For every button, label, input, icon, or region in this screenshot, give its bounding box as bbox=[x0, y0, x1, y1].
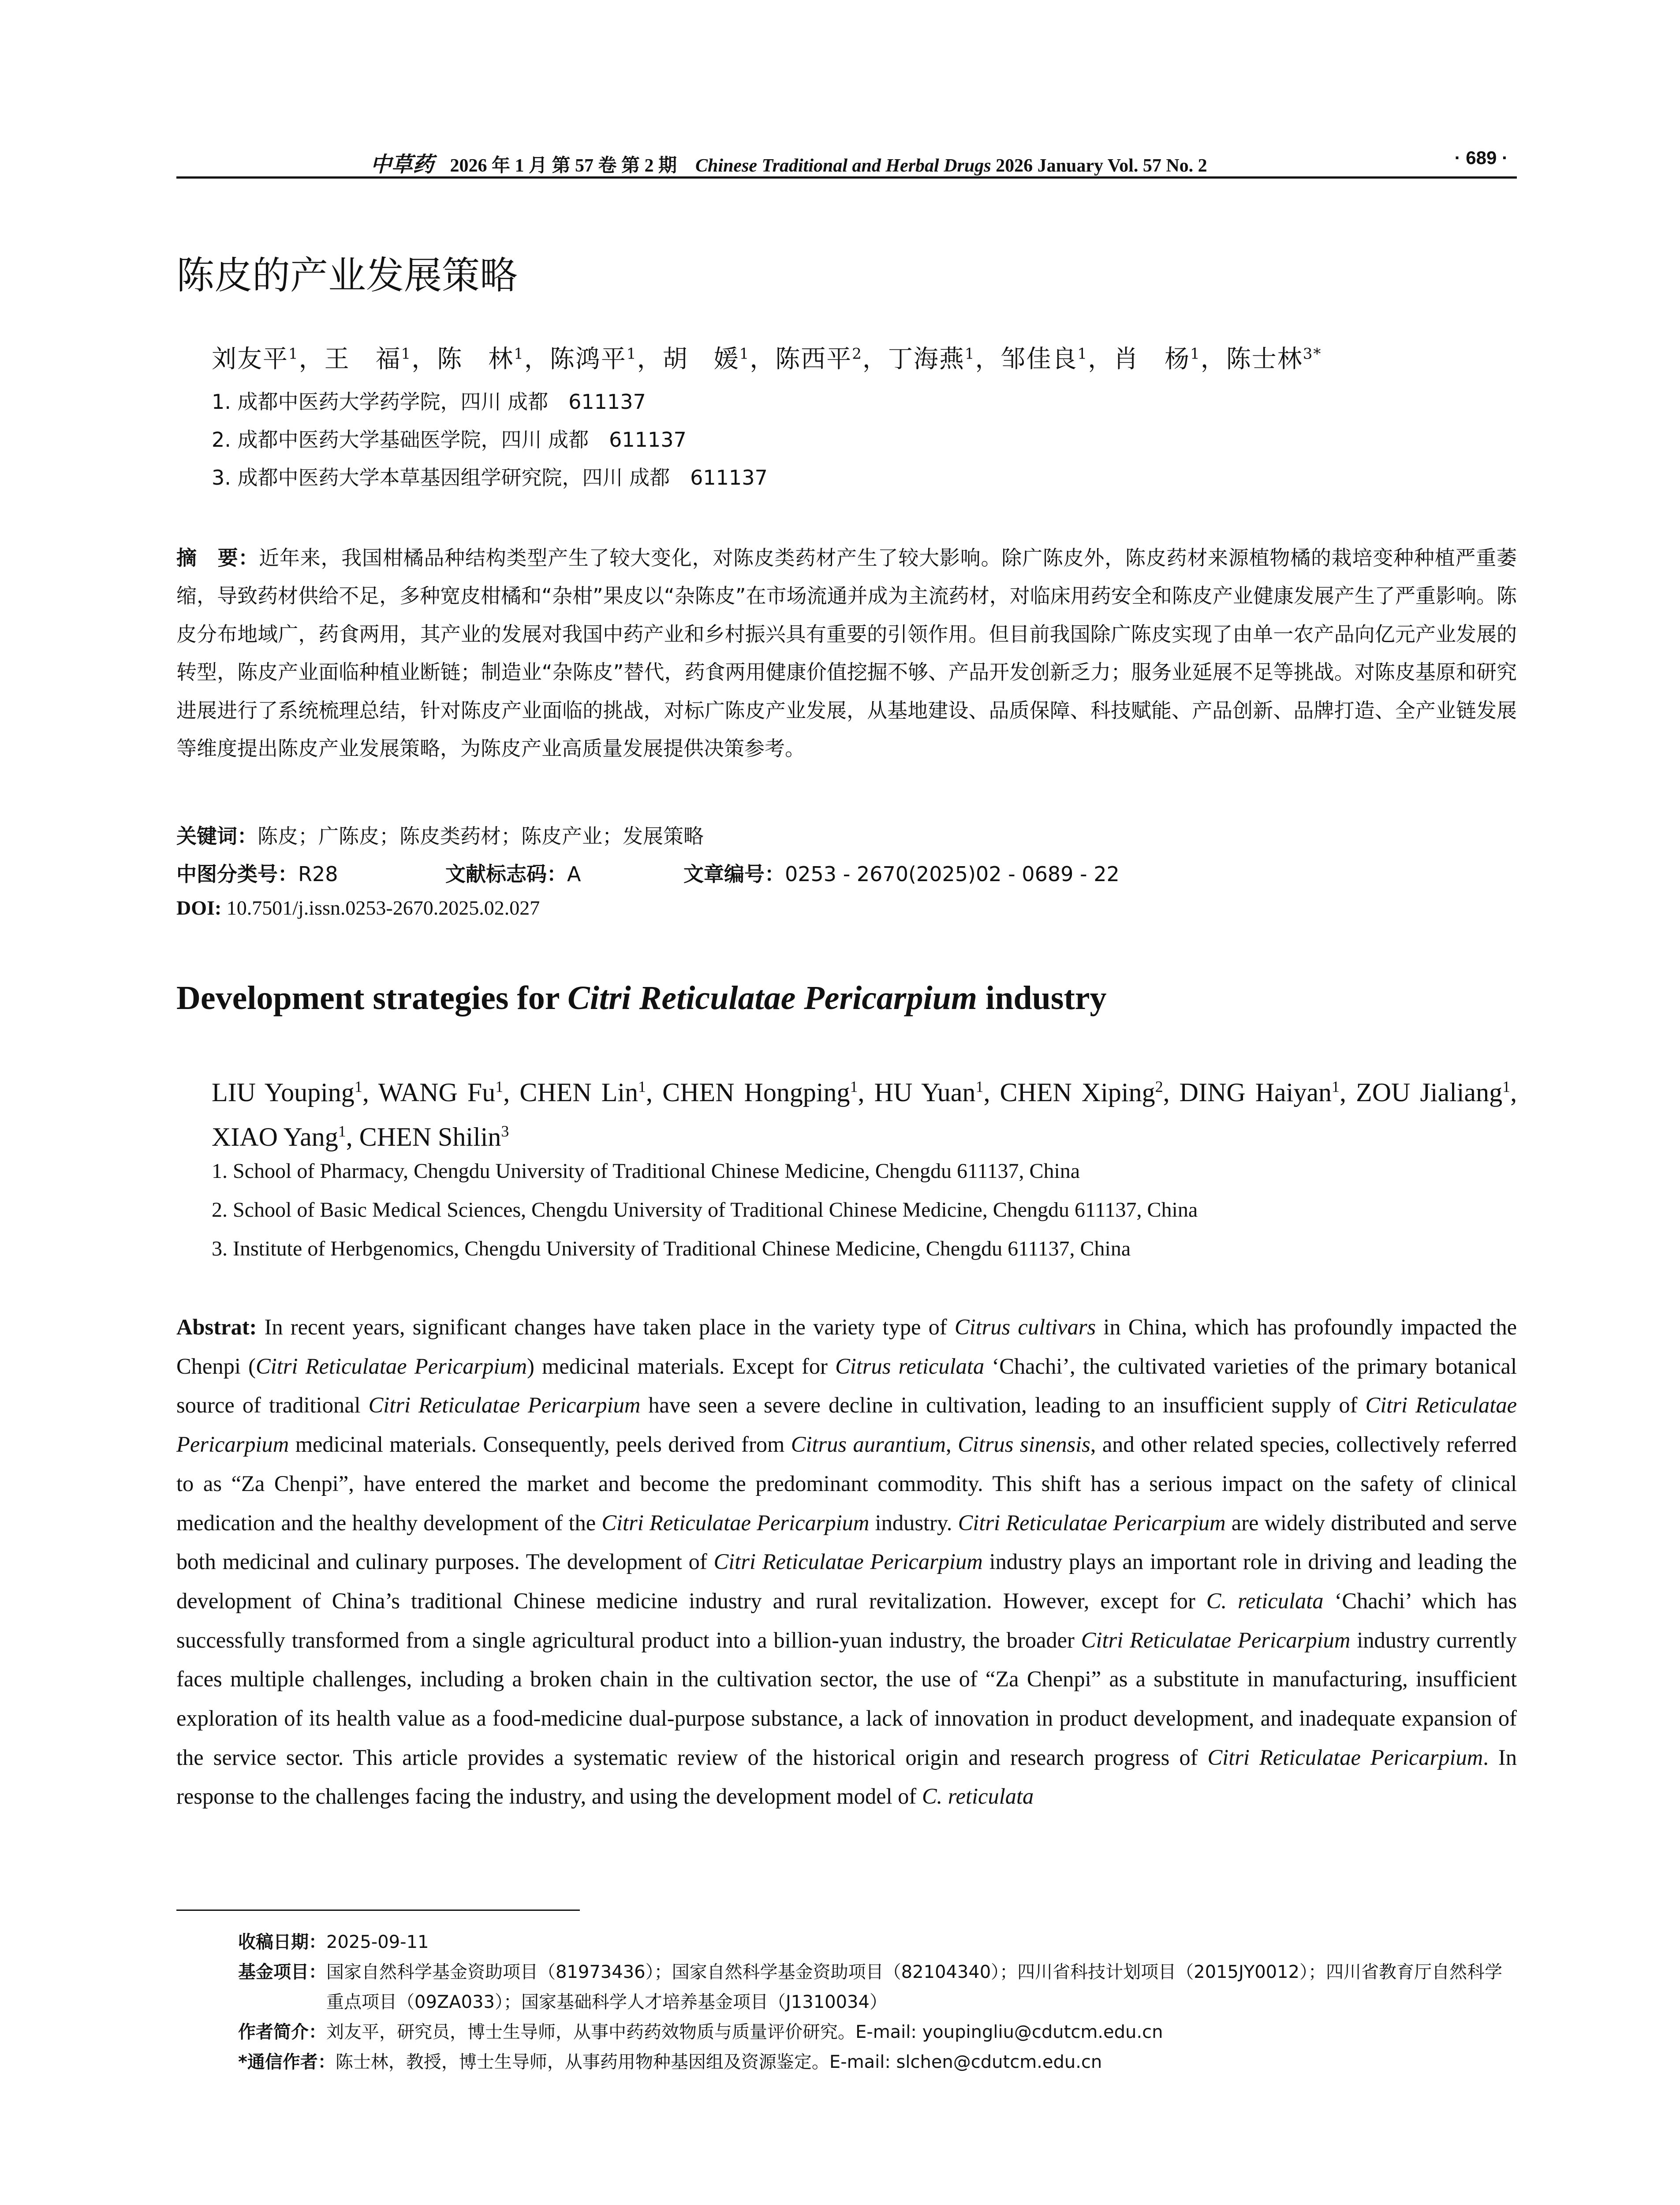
affiliation-superscript: 1 bbox=[401, 345, 412, 363]
affiliation-superscript: 1 bbox=[638, 1078, 646, 1095]
author-name: ZOU Jialiang bbox=[1356, 1078, 1503, 1107]
doi-link[interactable]: 10.7501/j.issn.0253-2670.2025.02.027 bbox=[226, 897, 540, 919]
affiliations-cn bbox=[212, 383, 768, 497]
footnote-label: 收稿日期： bbox=[238, 1932, 326, 1952]
affiliation-superscript: 1 bbox=[626, 345, 637, 363]
doi-line bbox=[176, 896, 540, 919]
affiliation-superscript: 3* bbox=[1303, 345, 1322, 363]
author-name: WANG Fu bbox=[378, 1078, 496, 1107]
author-en-7 bbox=[1180, 1078, 1340, 1107]
author-name: 王 福 bbox=[324, 345, 401, 374]
author-name: 刘友平 bbox=[212, 345, 288, 374]
abstract-text-run: ) medicinal materials. Except for bbox=[527, 1353, 836, 1379]
footnote-label: *通信作者： bbox=[238, 2052, 336, 2072]
author-en-4 bbox=[662, 1078, 858, 1107]
abstract-italic-term: Citri Reticulatae Pericarpium bbox=[176, 1393, 1517, 1457]
abstract-text-run: , and other related species, collectively referred to as “Za Chenpi”, have entered the market and become the predominant commodity. This shift has a serious impact on the safety of clinical medication and the healthy development of the bbox=[176, 1432, 1517, 1535]
abstract-text-run: are widely distributed and serve both medicinal and culinary purposes. The development of bbox=[176, 1510, 1517, 1574]
footnote-author-bio bbox=[238, 2017, 1517, 2047]
affiliation-superscript: 3 bbox=[501, 1122, 509, 1140]
author-name: HU Yuan bbox=[874, 1078, 976, 1107]
author-cn-9 bbox=[1113, 345, 1201, 374]
abstract-italic-term: Citrus reticulata bbox=[835, 1353, 985, 1379]
affiliation-cn-1: 1. 成都中医药大学药学院，四川 成都 611137 bbox=[212, 390, 646, 414]
keywords-label: 关键词： bbox=[176, 824, 258, 848]
affiliation-en-2: 2. School of Basic Medical Sciences, Chengdu University of Traditional Chinese Medicine, Chengdu 611137, China bbox=[212, 1198, 1198, 1222]
doc-code-value: A bbox=[567, 862, 581, 886]
author-en-1 bbox=[212, 1078, 362, 1107]
affiliation-en-3: 3. Institute of Herbgenomics, Chengdu University of Traditional Chinese Medicine, Chengdu 611137, China bbox=[212, 1237, 1131, 1260]
affiliation-superscript: 2 bbox=[1155, 1078, 1163, 1095]
title-cn: 陈皮的产业发展策略 bbox=[176, 254, 518, 298]
author-cn-1 bbox=[212, 345, 299, 374]
title-en-italic: Citri Reticulatae Pericarpium bbox=[567, 979, 977, 1017]
abstract-italic-term: Citrus aurantium bbox=[791, 1432, 946, 1457]
footnote-received bbox=[238, 1927, 1517, 1957]
abstract-italic-term: Citri Reticulatae Pericarpium bbox=[368, 1393, 641, 1418]
journal-name-cn: 中草药 bbox=[370, 152, 434, 177]
abstract-text-run: in China, which has profoundly impacted the Chenpi ( bbox=[176, 1315, 1517, 1379]
abstract-italic-term: Citri Reticulatae Pericarpium bbox=[601, 1510, 870, 1535]
author-name: XIAO Yang bbox=[212, 1122, 338, 1151]
author-cn-8 bbox=[1001, 345, 1088, 374]
author-name: 陈士林 bbox=[1226, 345, 1303, 374]
abstract-text-run: . In response to the challenges facing the industry, and using the development model of bbox=[176, 1745, 1517, 1809]
classification-line bbox=[176, 858, 1120, 887]
header-journal-info bbox=[370, 147, 1207, 178]
footnote-text: 2025-09-11 bbox=[326, 1932, 429, 1952]
author-en-9 bbox=[212, 1122, 346, 1151]
abstract-italic-term: Citri Reticulatae Pericarpium bbox=[255, 1353, 527, 1379]
author-name: 邹佳良 bbox=[1001, 345, 1078, 374]
abstract-italic-term: Citri Reticulatae Pericarpium bbox=[1207, 1745, 1483, 1770]
abstract-text-run: , bbox=[945, 1432, 958, 1457]
abstract-italic-term: Citrus sinensis bbox=[958, 1432, 1090, 1457]
affiliation-superscript: 1 bbox=[964, 345, 975, 363]
author-name: CHEN Shilin bbox=[359, 1122, 501, 1151]
author-en-3 bbox=[519, 1078, 646, 1107]
affiliation-cn-2: 2. 成都中医药大学基础医学院，四川 成都 611137 bbox=[212, 428, 687, 452]
authors-cn: 刘友平$^1$，王 福$^1$，陈 林$^1$，陈鸿平$^1$，胡 媛$^1$，陈西平$^2$，丁海燕$^1$，邹佳良$^1$，肖 杨$^1$，陈士林$^{3*}$ bbox=[212, 345, 1322, 374]
clc-value: R28 bbox=[298, 862, 338, 886]
affiliation-superscript: 1 bbox=[338, 1122, 346, 1140]
author-cn-4 bbox=[550, 345, 637, 374]
affiliation-en-1: 1. School of Pharmacy, Chengdu University of Traditional Chinese Medicine, Chengdu 611137, China bbox=[212, 1159, 1080, 1183]
author-name: 陈西平 bbox=[775, 345, 852, 374]
title-en-pre: Development strategies for bbox=[176, 979, 568, 1017]
affiliation-cn-3: 3. 成都中医药大学本草基因组学研究院，四川 成都 611137 bbox=[212, 466, 768, 490]
abstract-italic-term: Citrus cultivars bbox=[954, 1315, 1096, 1339]
abstract-text-run: ‘Chachi’ which has successfully transformed from a single agricultural product into a billion-yuan industry, the broader bbox=[176, 1588, 1517, 1652]
author-en-2 bbox=[378, 1078, 503, 1107]
clc-label: 中图分类号： bbox=[176, 862, 298, 886]
affiliation-superscript: 2 bbox=[852, 345, 862, 363]
abstract-text-run: industry plays an important role in driving and leading the development of China’s traditional Chinese medicine industry and rural revitalization. However, except for bbox=[176, 1549, 1517, 1613]
abstract-italic-term: C. reticulata bbox=[1206, 1588, 1324, 1613]
author-en-5 bbox=[874, 1078, 984, 1107]
author-cn-3 bbox=[437, 345, 524, 374]
author-en-10 bbox=[359, 1122, 509, 1151]
footnote-text: 国家自然科学基金资助项目（81973436）；国家自然科学基金资助项目（82104340）；四川省科技计划项目（2015JY0012）；四川省教育厅自然科学重点项目（09ZA033）；国家基础科学人才培养基金项目（J1310034） bbox=[326, 1962, 1503, 2012]
abstract-text-run: medicinal materials. Consequently, peels derived from bbox=[289, 1432, 791, 1457]
page-number: · 689 · bbox=[1454, 147, 1508, 168]
abstract-cn-label: 摘 要： bbox=[176, 546, 259, 570]
article-number-value: 0253 - 2670(2025)02 - 0689 - 22 bbox=[785, 862, 1120, 886]
author-cn-7 bbox=[888, 345, 975, 374]
author-name: DING Haiyan bbox=[1179, 1078, 1332, 1107]
abstract-cn-text: 近年来，我国柑橘品种结构类型产生了较大变化，对陈皮类药材产生了较大影响。除广陈皮外，陈皮药材来源植物橘的栽培变种种植严重萎缩，导致药材供给不足，多种宽皮柑橘和“杂柑”果皮以“杂陈皮”在市场流通并成为主流药材，对临床用药安全和陈皮产业健康发展产生了严重影响。陈皮分布地域广，药食两用，其产业的发展对我国中药产业和乡村振兴具有重要的引领作用。但目前我国除广陈皮实现了由单一农产品向亿元产业发展的转型，陈皮产业面临种植业断链；制造业“杂陈皮”替代，药食两用健康价值挖掘不够、产品开发创新乏力；服务业延展不足等挑战。对陈皮基原和研究进展进行了系统梳理总结，针对陈皮产业面临的挑战，对标广陈皮产业发展，从基地建设、品质保障、科技赋能、产品创新、品牌打造、全产业链发展等维度提出陈皮产业发展策略，为陈皮产业高质量发展提供决策参考。 bbox=[176, 546, 1517, 761]
author-en-6 bbox=[1000, 1078, 1163, 1107]
author-cn-5 bbox=[663, 345, 750, 374]
title-en bbox=[176, 979, 1107, 1017]
author-name: 丁海燕 bbox=[888, 345, 965, 374]
doi-label: DOI: bbox=[176, 897, 222, 919]
article-number-label: 文章编号： bbox=[683, 862, 785, 886]
abstract-italic-term: C. reticulata bbox=[922, 1784, 1034, 1809]
abstract-text-run: industry. bbox=[869, 1510, 958, 1535]
author-name: 陈 林 bbox=[437, 345, 514, 374]
footnote-divider bbox=[176, 1910, 580, 1911]
abstract-italic-term: Citri Reticulatae Pericarpium bbox=[958, 1510, 1226, 1535]
author-name: 肖 杨 bbox=[1113, 345, 1191, 374]
doc-code-label: 文献标志码： bbox=[445, 862, 567, 886]
footnote-text: 刘友平，研究员，博士生导师，从事中药药效物质与质量评价研究。E-mail: youpingliu@cdutcm.edu.cn bbox=[326, 2022, 1163, 2042]
affiliation-superscript: 1 bbox=[1077, 345, 1088, 363]
abstract-cn bbox=[176, 539, 1517, 767]
abstract-italic-term: Citri Reticulatae Pericarpium bbox=[713, 1549, 983, 1574]
affiliation-superscript: 1 bbox=[975, 1078, 984, 1095]
issue-en: 2026 January Vol. 57 No. 2 bbox=[996, 156, 1207, 176]
author-name: 胡 媛 bbox=[662, 345, 739, 374]
issue-cn: 2026 年 1 月 第 57 卷 第 2 期 bbox=[450, 156, 677, 176]
author-cn-10 bbox=[1226, 345, 1322, 374]
abstract-text-run: In recent years, significant changes have taken place in the variety type of bbox=[257, 1315, 955, 1339]
footnotes bbox=[238, 1927, 1517, 2077]
keywords-cn bbox=[176, 820, 704, 849]
abstract-text-run: industry currently faces multiple challenges, including a broken chain in the cultivation sector, the use of “Za Chenpi” as a substitute in manufacturing, insufficient exploration of its health value as a food-medicine dual-purpose substance, a lack of innovation in product development, and inadequate expansion of the service sector. This article provides a systematic review of the historical origin and research progress of bbox=[176, 1627, 1517, 1770]
footnote-text: 陈士林，教授，博士生导师，从事药用物种基因组及资源鉴定。E-mail: slchen@cdutcm.edu.cn bbox=[335, 2052, 1102, 2072]
affiliation-superscript: 1 bbox=[288, 345, 299, 363]
abstract-en-label: Abstrat: bbox=[176, 1315, 257, 1339]
affiliations-en bbox=[212, 1152, 1198, 1268]
affiliation-superscript: 1 bbox=[1502, 1078, 1511, 1095]
author-name: LIU Youping bbox=[212, 1078, 355, 1107]
affiliation-superscript: 1 bbox=[1331, 1078, 1340, 1095]
affiliation-superscript: 1 bbox=[739, 345, 750, 363]
journal-name-en: Chinese Traditional and Herbal Drugs bbox=[695, 156, 991, 176]
clc-group bbox=[176, 858, 445, 887]
running-header bbox=[176, 145, 1517, 179]
abstract-en bbox=[176, 1308, 1517, 1816]
affiliation-superscript: 1 bbox=[514, 345, 524, 363]
article-number-group bbox=[683, 858, 1120, 887]
author-name: CHEN Lin bbox=[519, 1078, 638, 1107]
affiliation-superscript: 1 bbox=[354, 1078, 362, 1095]
affiliation-superscript: 1 bbox=[850, 1078, 858, 1095]
footnote-corresponding bbox=[238, 2047, 1517, 2077]
footnote-funding bbox=[238, 1957, 1517, 2017]
author-cn-2 bbox=[325, 345, 412, 374]
footnote-label: 作者简介： bbox=[238, 2022, 326, 2042]
title-en-post: industry bbox=[977, 979, 1107, 1017]
author-name: CHEN Xiping bbox=[1000, 1078, 1155, 1107]
abstract-en-text bbox=[176, 1315, 1517, 1809]
author-en-8 bbox=[1356, 1078, 1510, 1107]
author-name: 陈鸿平 bbox=[549, 345, 627, 374]
author-cn-6 bbox=[775, 345, 862, 374]
doc-code-group bbox=[445, 858, 683, 887]
abstract-italic-term: Citri Reticulatae Pericarpium bbox=[1081, 1627, 1351, 1652]
abstract-text-run: have seen a severe decline in cultivation, leading to an insufficient supply of bbox=[640, 1393, 1366, 1418]
abstract-text-run: ‘Chachi’, the cultivated varieties of the primary botanical source of traditional bbox=[176, 1353, 1517, 1418]
footnote-label: 基金项目： bbox=[238, 1962, 326, 1982]
authors-en: LIU Youping$^1$, WANG Fu$^1$, CHEN Lin$^1$, CHEN Hongping$^1$, HU Yuan$^1$, CHEN Xiping$^2$, DING Haiyan$^1$, ZOU Jialiang$^1$, XIAO Yang$^1$, CHEN Shilin$^3$ bbox=[212, 1078, 1517, 1151]
keywords-text: 陈皮；广陈皮；陈皮类药材；陈皮产业；发展策略 bbox=[258, 824, 704, 848]
affiliation-superscript: 1 bbox=[1190, 345, 1201, 363]
affiliation-superscript: 1 bbox=[495, 1078, 504, 1095]
author-name: CHEN Hongping bbox=[662, 1078, 850, 1107]
